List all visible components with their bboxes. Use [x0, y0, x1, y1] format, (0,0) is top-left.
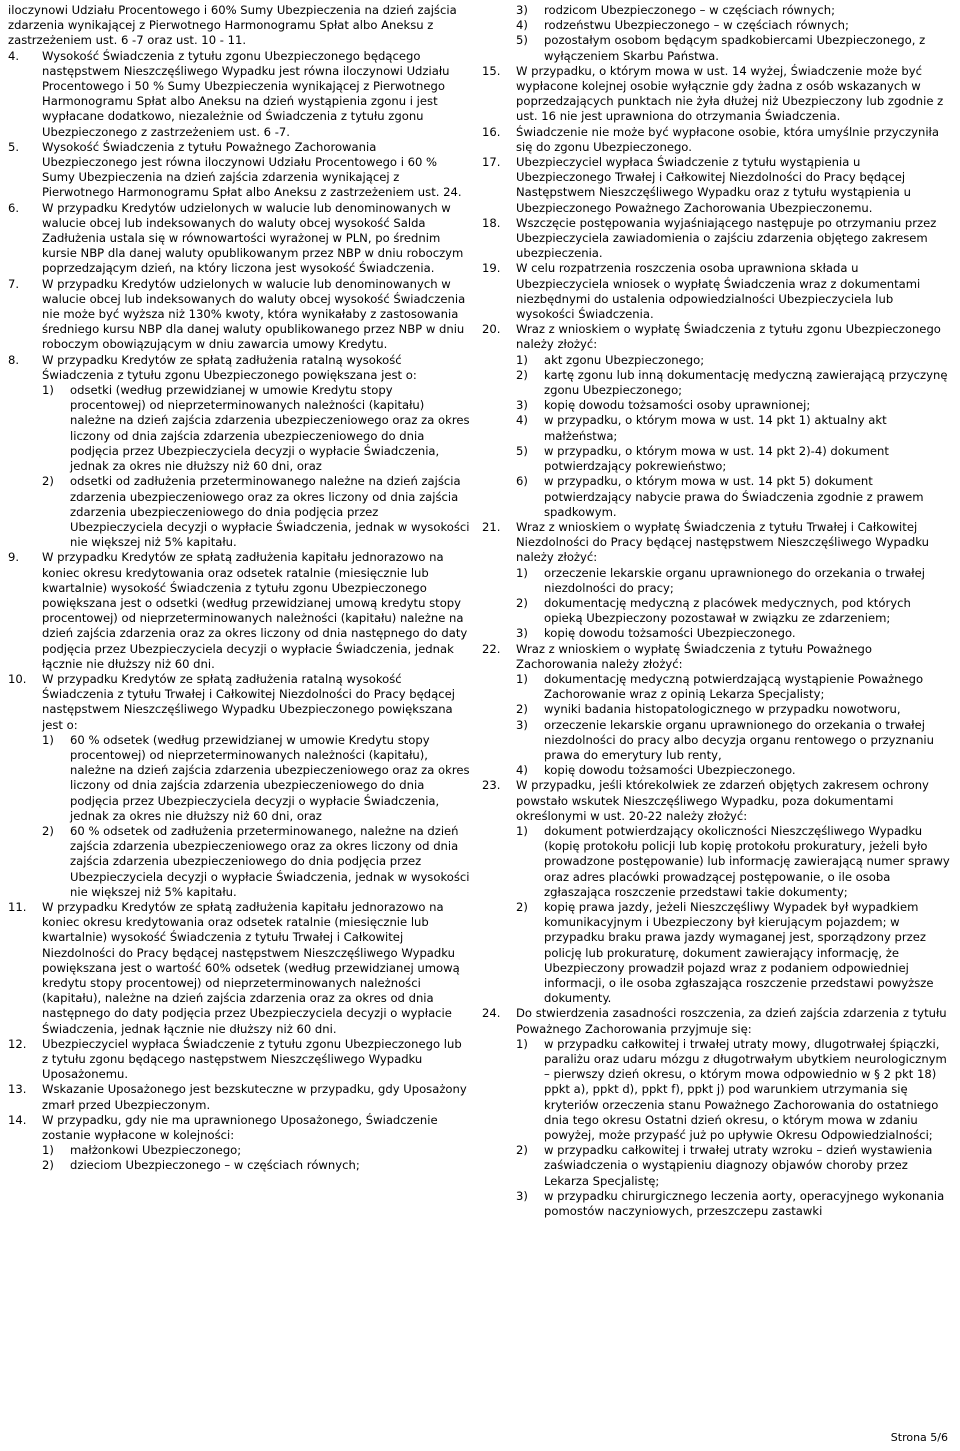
item-number: 21. — [482, 519, 501, 534]
item-number: 17. — [482, 155, 501, 170]
sub-item — [42, 824, 470, 900]
numbered-item — [8, 1082, 470, 1112]
item-text: W przypadku Kredytów udzielonych w walucie lub denominowanych w walucie obcej lub indeksowanych do waluty obcej wysokość Salda Zadłużenia ustala się w równowartości wyrażonej w PLN, po średnim kursie NBP dla danej waluty opublikowanym przez NBP w dniu roboczym poprzedzającym dzień, na który liczona jest wysokość Świadczenia. — [42, 200, 464, 276]
item-text: W celu rozpatrzenia roszczenia osoba uprawniona składa u Ubezpieczyciela wniosek o wypłatę Świadczenia wraz z dokumentami niezbędnymi do ustalenia odpowiedzialności Ubezpieczyciela lub wysokości Świadczenia. — [516, 261, 921, 322]
item-text: W przypadku, gdy nie ma uprawnionego Uposażonego, Świadczenie zostanie wypłacone w kolejności: — [42, 1112, 438, 1143]
item-number: 15. — [482, 63, 501, 78]
right-continued-subitems — [482, 3, 950, 64]
sub-item — [42, 733, 470, 824]
right-column — [482, 3, 950, 1219]
sub-item-text: kartę zgonu lub inną dokumentację medyczną zawierającą przyczynę zgonu Ubezpieczonego; — [544, 367, 948, 398]
sub-item-number: 3) — [516, 3, 528, 17]
sub-item-text: orzeczenie lekarskie organu uprawnionego do orzekania o trwałej niezdolności do pracy albo decyzja organu rentowego o przyznaniu prawa do emerytury lub renty, — [544, 717, 934, 762]
sub-item-number: 4) — [516, 763, 528, 778]
sub-item-number: 3) — [516, 717, 528, 732]
sub-item-text: kopię dowodu tożsamości Ubezpieczonego. — [544, 626, 796, 641]
sub-item-text: dokument potwierdzający okoliczności Nieszczęśliwego Wypadku (kopię protokołu policji lub kopię protokołu prokuratury, jeżeli było prowadzone postępowanie) lub informację zawierającą numer sprawy oraz adres placówki prowadzącej postępowanie, o ile osoba zgłaszająca roszczenie przedstawi takie dokumenty; — [544, 823, 950, 899]
numbered-item — [8, 277, 470, 353]
sub-item — [42, 1143, 470, 1158]
item-text: W przypadku Kredytów ze spłatą zadłużenia kapitału jednorazowo na koniec okresu kredytowania oraz odsetek ratalnie (miesięcznie lub kwartalnie) wysokość Świadczenia z tytułu Trwałej i Całkowitej Niezdolności do Pracy będącej następstwem Nieszczęśliwego Wypadku powiększana jest o wartość 60% odsetek (według przewidzianej umową kredytu stopy procentowej) od nieprzeterminowanych należności (kapitału), należne na dzień zajścia zdarzenia oraz za okres od dnia następnego do daty podjęcia przez Ubezpieczyciela decyzji o wypłacie Świadczenia, jednak łącznie nie dłuższy niż 60 dni. — [42, 899, 460, 1036]
item-number: 10. — [8, 671, 27, 686]
sub-item-number: 1) — [42, 383, 54, 398]
sub-item — [516, 702, 950, 717]
numbered-item — [482, 64, 950, 125]
sub-item-number: 2) — [42, 1158, 54, 1173]
item-number: 20. — [482, 322, 501, 337]
item-number: 13. — [8, 1082, 27, 1097]
sub-item-number: 6) — [516, 474, 528, 489]
left-item-list — [8, 49, 470, 1174]
numbered-item — [8, 201, 470, 277]
item-number: 6. — [8, 200, 20, 215]
item-text: Świadczenie nie może być wypłacone osobie, która umyślnie przyczyniła się do zgonu Ubezpieczonego. — [516, 124, 939, 154]
numbered-item — [482, 216, 950, 262]
sub-item — [516, 1143, 950, 1189]
item-text: W przypadku Kredytów udzielonych w walucie lub denominowanych w walucie obcej lub indeksowanych do waluty obcej wysokość Świadczenia nie może być wyższa niż 130% kwoty, która wynikałaby z zastosowania średniego kursu NBP dla danej waluty opublikowanego przez NBP w dniu roboczym obowiązującym w dniu zawarcia umowy Kredytu. — [42, 276, 466, 352]
sub-item-text: orzeczenie lekarskie organu uprawnionego do orzekania o trwałej niezdolności do pracy; — [544, 565, 925, 595]
sub-item-number: 3) — [516, 398, 528, 413]
item-text: Wszczęcie postępowania wyjaśniającego następuje po otrzymaniu przez Ubezpieczyciela zawiadomienia o zajściu zdarzenia objętego zakresem ubezpieczenia. — [516, 215, 937, 261]
sub-item — [516, 824, 950, 900]
intro-paragraph: iloczynowi Udziału Procentowego i 60% Sumy Ubezpieczenia na dzień zajścia zdarzenia wynikającej z Pierwotnego Harmonogramu Spłat albo Aneksu z zastrzeżeniem ust. 6 -7 oraz ust. 10 - 11. — [8, 3, 457, 48]
sub-item-number: 4) — [516, 18, 528, 33]
item-number: 18. — [482, 215, 501, 230]
sub-item-text: w przypadku całkowitej i trwałej utraty wzroku – dzień wystawienia zaświadczenia o wystąpieniu diagnozy objawów choroby przez Lekarza Specjalistę; — [544, 1143, 933, 1188]
item-number: 9. — [8, 550, 20, 565]
sub-item-text: w przypadku całkowitej i trwałej utraty mowy, dlugotrwałej śpiączki, paraliżu oraz udaru mózgu z długotrwałym ubytkiem neurologicznym – pierwszy dzień okresu, o którym mowa odpowiednio w § 2 pkt 18) ppkt a), ppkt d), ppkt f), ppkt j) pod warunkiem utrzymania się kryteriów orzeczenia stanu Poważnego Zachorowania do ostatniego dnia tego okresu Ostatni dzień okresu, o którym mowa w zdaniu powyżej, może przypaść już po upływie Okresu Odpowiedzialności; — [544, 1036, 947, 1143]
sub-item-text: 60 % odsetek (według przewidzianej w umowie Kredytu stopy procentowej) od nieprzeterminowanych należności (kapitału), należne na dzień zajścia zdarzenia ubezpieczeniowego oraz za okres liczony od dnia zajścia zdarzenia ubezpieczeniowego do dnia podjęcia przez Ubezpieczyciela decyzji o wypłacie Świadczenia, jednak za okres nie dłuższy niż 60 dni, oraz — [70, 732, 470, 823]
sub-item-text: pozostałym osobom będącym spadkobiercami Ubezpieczonego, z wyłączeniem Skarbu Państwa. — [544, 33, 926, 63]
item-number: 16. — [482, 124, 501, 139]
item-text: W przypadku, o którym mowa w ust. 14 wyżej, Świadczenie może być wypłacone kolejnej osobie wyłącznie gdy żadna z osób wskazanych w poprzedzających punktach nie żyła dłużej niż Ubezpieczony lub zgodnie z ust. 16 nie jest uprawniona do otrzymania Świadczenia. — [516, 63, 944, 124]
sub-item — [516, 900, 950, 1006]
sub-item — [516, 368, 950, 398]
sub-item — [516, 718, 950, 764]
sub-item-text: w przypadku, o którym mowa w ust. 14 pkt 2)-4) dokument potwierdzający pokrewieństwo; — [544, 443, 889, 474]
sub-item-text: rodzeństwu Ubezpieczonego – w częściach równych; — [544, 18, 849, 33]
numbered-item — [482, 125, 950, 155]
sub-item-text: dokumentację medyczną z placówek medycznych, pod których opieką Ubezpieczony pozostawał w związku ze zdarzeniem; — [544, 595, 911, 626]
numbered-item — [482, 261, 950, 322]
sub-item — [42, 1158, 470, 1173]
sub-item-number: 2) — [516, 899, 528, 914]
sub-item — [516, 413, 950, 443]
sub-item-text: dzieciom Ubezpieczonego – w częściach równych; — [70, 1158, 360, 1173]
item-number: 23. — [482, 778, 501, 793]
item-text: Do stwierdzenia zasadności roszczenia, za dzień zajścia zdarzenia z tytułu Poważnego Zachorowania przyjmuje się: — [516, 1006, 947, 1036]
sub-item-number: 1) — [516, 671, 528, 686]
left-column — [8, 3, 470, 1174]
sub-item — [516, 1037, 950, 1143]
sub-item — [516, 763, 950, 778]
item-number: 7. — [8, 276, 20, 291]
sub-item-text: 60 % odsetek od zadłużenia przeterminowanego, należne na dzień zajścia zdarzenia ubezpieczeniowego oraz za okres liczony od dnia zajścia zdarzenia ubezpieczeniowego do dnia podjęcia przez Ubezpieczyciela decyzji o wypłacie Świadczenia, jednak w wysokości nie większej niż 5% kapitału. — [70, 823, 470, 899]
numbered-item — [8, 353, 470, 551]
sub-item-number: 1) — [42, 732, 54, 747]
sub-item — [516, 398, 950, 413]
sub-item-text: w przypadku, o którym mowa w ust. 14 pkt 1) aktualny akt małżeństwa; — [544, 413, 887, 443]
numbered-item — [482, 155, 950, 216]
sub-item-number: 1) — [516, 1036, 528, 1051]
numbered-item — [8, 900, 470, 1037]
item-text: W przypadku Kredytów ze spłatą zadłużenia ratalną wysokość Świadczenia z tytułu Trwałej i Całkowitej Niezdolności do Pracy będącej następstwem Nieszczęśliwego Wypadku Ubezpieczonego powiększana jest o: — [42, 671, 455, 732]
right-item-list — [482, 64, 950, 1219]
numbered-item — [482, 1006, 950, 1219]
item-number: 12. — [8, 1036, 27, 1051]
sub-item — [516, 444, 950, 474]
sub-item — [42, 474, 470, 550]
sub-item-number: 2) — [516, 702, 528, 717]
sub-item-number: 2) — [42, 823, 54, 838]
sub-item-text: w przypadku chirurgicznego leczenia aorty, operacyjnego wykonania pomostów naczyniowych, przeszczepu zastawki — [544, 1188, 945, 1219]
sub-item — [42, 383, 470, 474]
sub-item-text: w przypadku, o którym mowa w ust. 14 pkt 5) dokument potwierdzający nabycie prawa do Świadczenia zgodnie z prawem spadkowym. — [544, 474, 924, 519]
item-number: 24. — [482, 1006, 501, 1021]
sub-item — [482, 3, 950, 18]
sub-item — [516, 566, 950, 596]
sub-item-number: 1) — [516, 565, 528, 580]
numbered-item — [482, 778, 950, 1006]
numbered-item — [482, 322, 950, 520]
sub-item-number: 1) — [42, 1143, 54, 1158]
sub-item-text: odsetki od zadłużenia przeterminowanego należne na dzień zajścia zdarzenia ubezpieczeniowego oraz za okres liczony od dnia zajścia zdarzenia ubezpieczeniowego do dnia podjęcia przez Ubezpieczyciela decyzji o wypłacie Świadczenia, jednak w wysokości nie większej niż 5% kapitału. — [70, 474, 470, 550]
item-text: Wysokość Świadczenia z tytułu Poważnego Zachorowania Ubezpieczonego jest równa iloczynowi Udziału Procentowego i 60 % Sumy Ubezpieczenia na dzień zajścia zdarzenia wynikającej z Pierwotnego Harmonogramu Spłat albo Aneksu z zastrzeżeniem ust. 24. — [42, 139, 462, 200]
item-number: 8. — [8, 352, 20, 367]
sub-item-number: 3) — [516, 1188, 528, 1203]
sub-item-number: 3) — [516, 626, 528, 641]
sub-item-number: 2) — [42, 474, 54, 489]
sub-item-number: 2) — [516, 367, 528, 382]
page-number: Strona 5/6 — [890, 1430, 948, 1444]
numbered-item — [8, 1037, 470, 1083]
item-text: Ubezpieczyciel wypłaca Świadczenie z tytułu zgonu Ubezpieczonego lub z tytułu zgonu będącego następstwem Nieszczęśliwego Wypadku Uposażonemu. — [42, 1036, 462, 1082]
item-text: Ubezpieczyciel wypłaca Świadczenie z tytułu wystąpienia u Ubezpieczonego Trwałej i Całkowitej Niezdolności do Pracy będącej Następstwem Nieszczęśliwego Wypadku oraz z tytułu wystąpienia u Ubezpieczonego Poważnego Zachorowania Ubezpieczonemu. — [516, 155, 911, 215]
sub-item — [516, 672, 950, 702]
numbered-item — [8, 49, 470, 140]
item-number: 19. — [482, 261, 501, 276]
item-text: Wraz z wnioskiem o wypłatę Świadczenia z tytułu Poważnego Zachorowania należy złożyć: — [516, 641, 872, 671]
sub-item — [516, 1189, 950, 1219]
item-text: W przypadku Kredytów ze spłatą zadłużenia kapitału jednorazowo na koniec okresu kredytowania oraz odsetek ratalnie (miesięcznie lub kwartalnie) wysokość Świadczenia z tytułu zgonu Ubezpieczonego powiększana jest o odsetki (według przewidzianej umową kredytu stopy procentowej) od nieprzeterminowanych należności (kapitału) należne na dzień zajścia zdarzenia oraz za okres liczony od dnia następnego do daty podjęcia przez Ubezpieczyciela decyzji o wypłacie Świadczenia, jednak łącznie nie dłuższy niż 60 dni. — [42, 550, 468, 671]
item-text: W przypadku, jeśli którekolwiek ze zdarzeń objętych zakresem ochrony powstało wskutek Nieszczęśliwego Wypadku, poza dokumentami określonymi w ust. 20-22 należy złożyć: — [516, 778, 929, 823]
sub-item — [516, 626, 950, 641]
numbered-item — [482, 642, 950, 779]
item-text: Wraz z wnioskiem o wypłatę Świadczenia z tytułu zgonu Ubezpieczonego należy złożyć: — [516, 322, 941, 352]
item-number: 11. — [8, 899, 27, 914]
sub-item — [516, 596, 950, 626]
numbered-item — [8, 550, 470, 672]
item-text: Wraz z wnioskiem o wypłatę Świadczenia z tytułu Trwałej i Całkowitej Niezdolności do Pracy będącej następstwem Nieszczęśliwego Wypadku należy złożyć: — [516, 519, 929, 565]
item-text: W przypadku Kredytów ze spłatą zadłużenia ratalną wysokość Świadczenia z tytułu zgonu Ubezpieczonego powiększana jest o: — [42, 352, 417, 382]
sub-item — [516, 474, 950, 520]
sub-item-text: wyniki badania histopatologicznego w przypadku nowotworu, — [544, 702, 901, 717]
sub-item-text: rodzicom Ubezpieczonego – w częściach równych; — [544, 3, 835, 17]
sub-item-text: akt zgonu Ubezpieczonego; — [544, 352, 705, 367]
sub-item-number: 2) — [516, 1143, 528, 1158]
sub-item — [482, 18, 950, 33]
sub-item-text: odsetki (według przewidzianej w umowie Kredytu stopy procentowej) od nieprzeterminowanych należności (kapitału) należne na dzień zajścia zdarzenia ubezpieczeniowego oraz za okres liczony od dnia zajścia zdarzenia ubezpieczeniowego do dnia podjęcia przez Ubezpieczyciela decyzji o wypłacie Świadczenia, jednak za okres nie dłuższy niż 60 dni, oraz — [70, 383, 470, 474]
item-text: Wskazanie Uposażonego jest bezskuteczne w przypadku, gdy Uposażony zmarł przed Ubezpieczonym. — [42, 1082, 467, 1112]
item-number: 22. — [482, 641, 501, 656]
sub-item — [482, 33, 950, 63]
numbered-item — [8, 1113, 470, 1174]
numbered-item — [8, 672, 470, 900]
item-text: Wysokość Świadczenia z tytułu zgonu Ubezpieczonego będącego następstwem Nieszczęśliwego Wypadku jest równa iloczynowi Udziału Procentowego i 50 % Sumy Ubezpieczenia wynikającej z Pierwotnego Harmonogramu Spłat albo Aneksu na dzień wystąpienia zgonu i jest wypłacane dodatkowo, niezależnie od Świadczenia z tytułu zgonu Ubezpieczonego z zastrzeżeniem ust. 6 -7. — [42, 48, 450, 139]
sub-item-number: 2) — [516, 595, 528, 610]
sub-item-number: 1) — [516, 823, 528, 838]
sub-item-number: 5) — [516, 443, 528, 458]
item-number: 5. — [8, 139, 20, 154]
sub-item-text: kopię dowodu tożsamości Ubezpieczonego. — [544, 763, 796, 778]
sub-item-number: 5) — [516, 33, 528, 48]
sub-item-text: małżonkowi Ubezpieczonego; — [70, 1143, 242, 1158]
sub-item-text: kopię prawa jazdy, jeżeli Nieszczęśliwy Wypadek był wypadkiem komunikacyjnym i Ubezpieczony był kierującym pojazdem; w przypadku braku prawa jazdy wymaganej jest, sporządzony przez policję lub prokuraturę, dokument zawierający informację, że Ubezpieczony prowadził pojazd wraz z podaniem odpowiedniej informacji, o ile osoba zgłaszająca roszczenie przedstawi powyższe dokumenty. — [544, 899, 934, 1006]
sub-item — [516, 353, 950, 368]
item-number: 4. — [8, 48, 20, 63]
sub-item-number: 1) — [516, 352, 528, 367]
item-number: 14. — [8, 1112, 27, 1127]
numbered-item — [482, 520, 950, 642]
sub-item-text: dokumentację medyczną potwierdzającą wystąpienie Poważnego Zachorowanie wraz z opinią Lekarza Specjalisty; — [544, 671, 924, 702]
sub-item-text: kopię dowodu tożsamości osoby uprawnionej; — [544, 398, 811, 413]
numbered-item — [8, 140, 470, 201]
sub-item-number: 4) — [516, 413, 528, 428]
